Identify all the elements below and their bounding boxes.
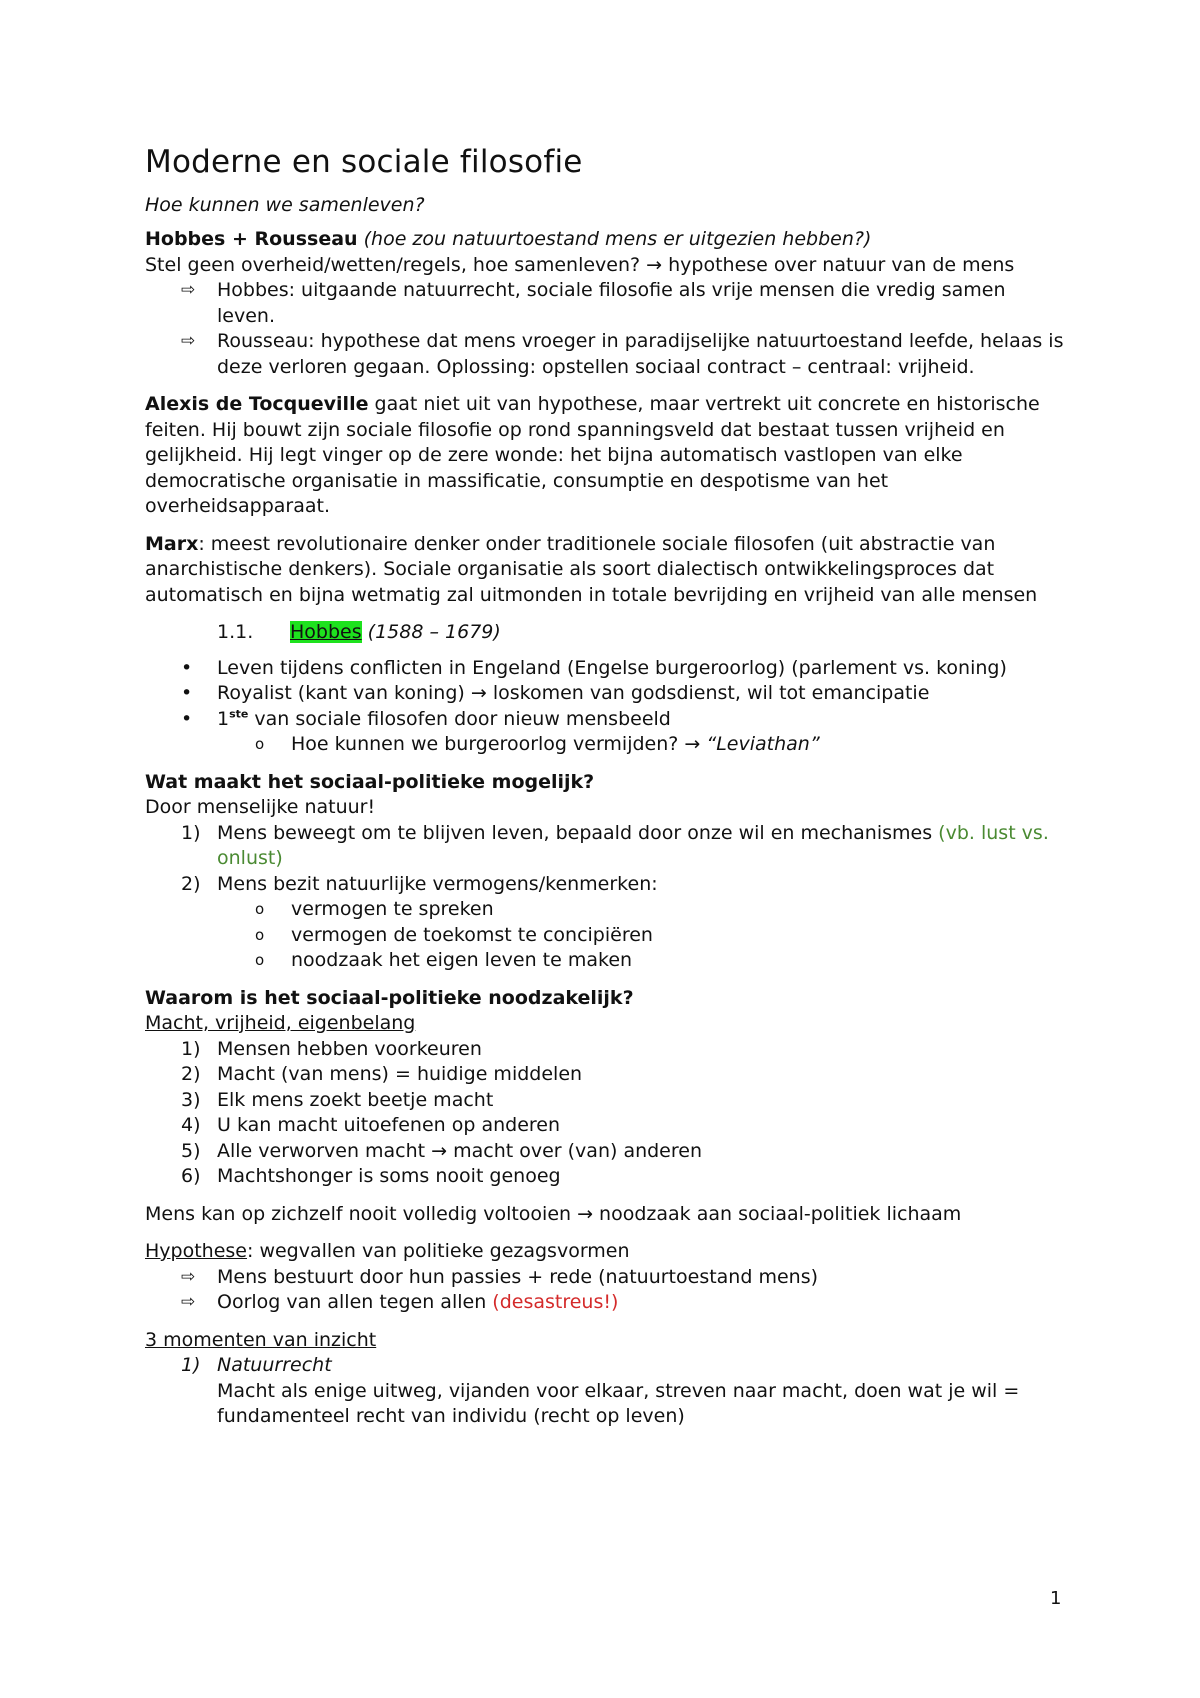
list-item: o Hoe kunnen we burgeroorlog vermijden? → “Leviathan” bbox=[145, 732, 1065, 758]
arrow-bullet-icon: ⇨ bbox=[181, 280, 196, 300]
list-item: o vermogen de toekomst te concipiëren bbox=[145, 923, 1065, 949]
list-item: 1) Mens beweegt om te blijven leven, bepaald door onze wil en mechanismes (vb. lust vs. onlust) bbox=[181, 821, 1049, 869]
bullet-icon: • bbox=[181, 707, 193, 730]
circle-bullet-icon: o bbox=[255, 925, 265, 944]
list-item: o vermogen te spreken bbox=[145, 897, 1065, 923]
list-item: 5) Alle verworven macht → macht over (van) anderen bbox=[181, 1139, 703, 1162]
list-item: 6) Machtshonger is soms nooit genoeg bbox=[181, 1165, 561, 1187]
list-item: ⇨ Mens bestuurt door hun passies + rede (natuurtoestand mens) bbox=[145, 1265, 1065, 1291]
hobbes-rousseau-intro: Stel geen overheid/wetten/regels, hoe samenleven? → hypothese over natuur van de mens bbox=[145, 253, 1015, 276]
list-item: 2) Macht (van mens) = huidige middelen bbox=[181, 1063, 583, 1085]
noodzakelijk-heading: Waarom is het sociaal-politieke noodzakelijk? bbox=[145, 986, 634, 1009]
circle-bullet-icon: o bbox=[255, 735, 265, 753]
list-item: ⇨ Hobbes: uitgaande natuurrecht, sociale filosofie als vrije mensen die vredig samen leven. bbox=[145, 278, 1065, 329]
list-item: Macht als enige uitweg, vijanden voor elkaar, streven naar macht, doen wat je wil = fundamenteel recht van individu (recht op leven) bbox=[217, 1379, 1020, 1427]
arrow-bullet-icon: ⇨ bbox=[181, 331, 196, 351]
list-item: 1) Natuurrecht bbox=[181, 1354, 332, 1376]
mogelijk-intro: Door menselijke natuur! bbox=[145, 796, 376, 818]
page-number: 1 bbox=[1050, 1588, 1062, 1609]
hypothese-heading: Hypothese: wegvallen van politieke gezagsvormen bbox=[145, 1240, 630, 1262]
list-item: • 1ste van sociale filosofen door nieuw mensbeeld bbox=[145, 707, 1065, 733]
marx-paragraph: Marx: meest revolutionaire denker onder traditionele sociale filosofen (uit abstractie van anarchistische denkers). Sociale organisatie als soort dialectisch ontwikkelingsproces dat automatisch en bijna wetmatig zal uitmonden in totale bevrijding en vrijheid van alle mensen bbox=[145, 532, 1038, 606]
bullet-icon: • bbox=[181, 656, 193, 679]
tocqueville-paragraph: Alexis de Tocqueville gaat niet uit van hypothese, maar vertrekt uit concrete en historische feiten. Hij bouwt zijn sociale filosofie op rond spanningsveld dat bestaat tussen vrijheid en gelijkheid. Hij legt vinger op de zere wonde: het bijna automatisch vastlopen van elke democratische organisatie in massificatie, consumptie en despotisme van het overheidsapparaat. bbox=[145, 393, 1040, 517]
list-item: 4) U kan macht uitoefenen op anderen bbox=[181, 1114, 561, 1136]
conclusion-paragraph: Mens kan op zichzelf nooit volledig voltooien → noodzaak aan sociaal-politiek lichaam bbox=[145, 1202, 962, 1225]
list-item: 1) Mensen hebben voorkeuren bbox=[181, 1037, 482, 1060]
list-item: • Leven tijdens conflicten in Engeland (Engelse burgeroorlog) (parlement vs. koning) bbox=[145, 656, 1065, 682]
list-item: ⇨ Oorlog van allen tegen allen (desastreus!) bbox=[145, 1290, 1065, 1316]
section-heading-hobbes: 1.1. Hobbes (1588 – 1679) bbox=[217, 621, 501, 643]
noodzakelijk-subheading: Macht, vrijheid, eigenbelang bbox=[145, 1012, 416, 1034]
list-item: ⇨ Rousseau: hypothese dat mens vroeger in paradijselijke natuurtoestand leefde, helaas is deze verloren gegaan. Oplossing: opstellen sociaal contract – centraal: vrijheid. bbox=[145, 329, 1065, 380]
circle-bullet-icon: o bbox=[255, 900, 265, 918]
document-subtitle: Hoe kunnen we samenleven? bbox=[145, 194, 425, 216]
list-item: o noodzaak het eigen leven te maken bbox=[145, 948, 1065, 974]
bullet-icon: • bbox=[181, 682, 193, 704]
document-title: Moderne en sociale filosofie bbox=[145, 144, 583, 180]
list-item: 3) Elk mens zoekt beetje macht bbox=[181, 1088, 494, 1111]
document-page bbox=[145, 140, 1065, 1430]
mogelijk-heading: Wat maakt het sociaal-politieke mogelijk? bbox=[145, 770, 595, 793]
arrow-bullet-icon: ⇨ bbox=[181, 1266, 196, 1287]
hobbes-rousseau-heading: Hobbes + Rousseau (hoe zou natuurtoestand mens er uitgezien hebben?) bbox=[145, 228, 872, 250]
arrow-bullet-icon: ⇨ bbox=[181, 1292, 196, 1312]
momenten-heading: 3 momenten van inzicht bbox=[145, 1328, 377, 1351]
list-item: 2) Mens bezit natuurlijke vermogens/kenmerken: bbox=[181, 872, 658, 895]
circle-bullet-icon: o bbox=[255, 951, 265, 969]
list-item: • Royalist (kant van koning) → loskomen van godsdienst, wil tot emancipatie bbox=[145, 681, 1065, 707]
